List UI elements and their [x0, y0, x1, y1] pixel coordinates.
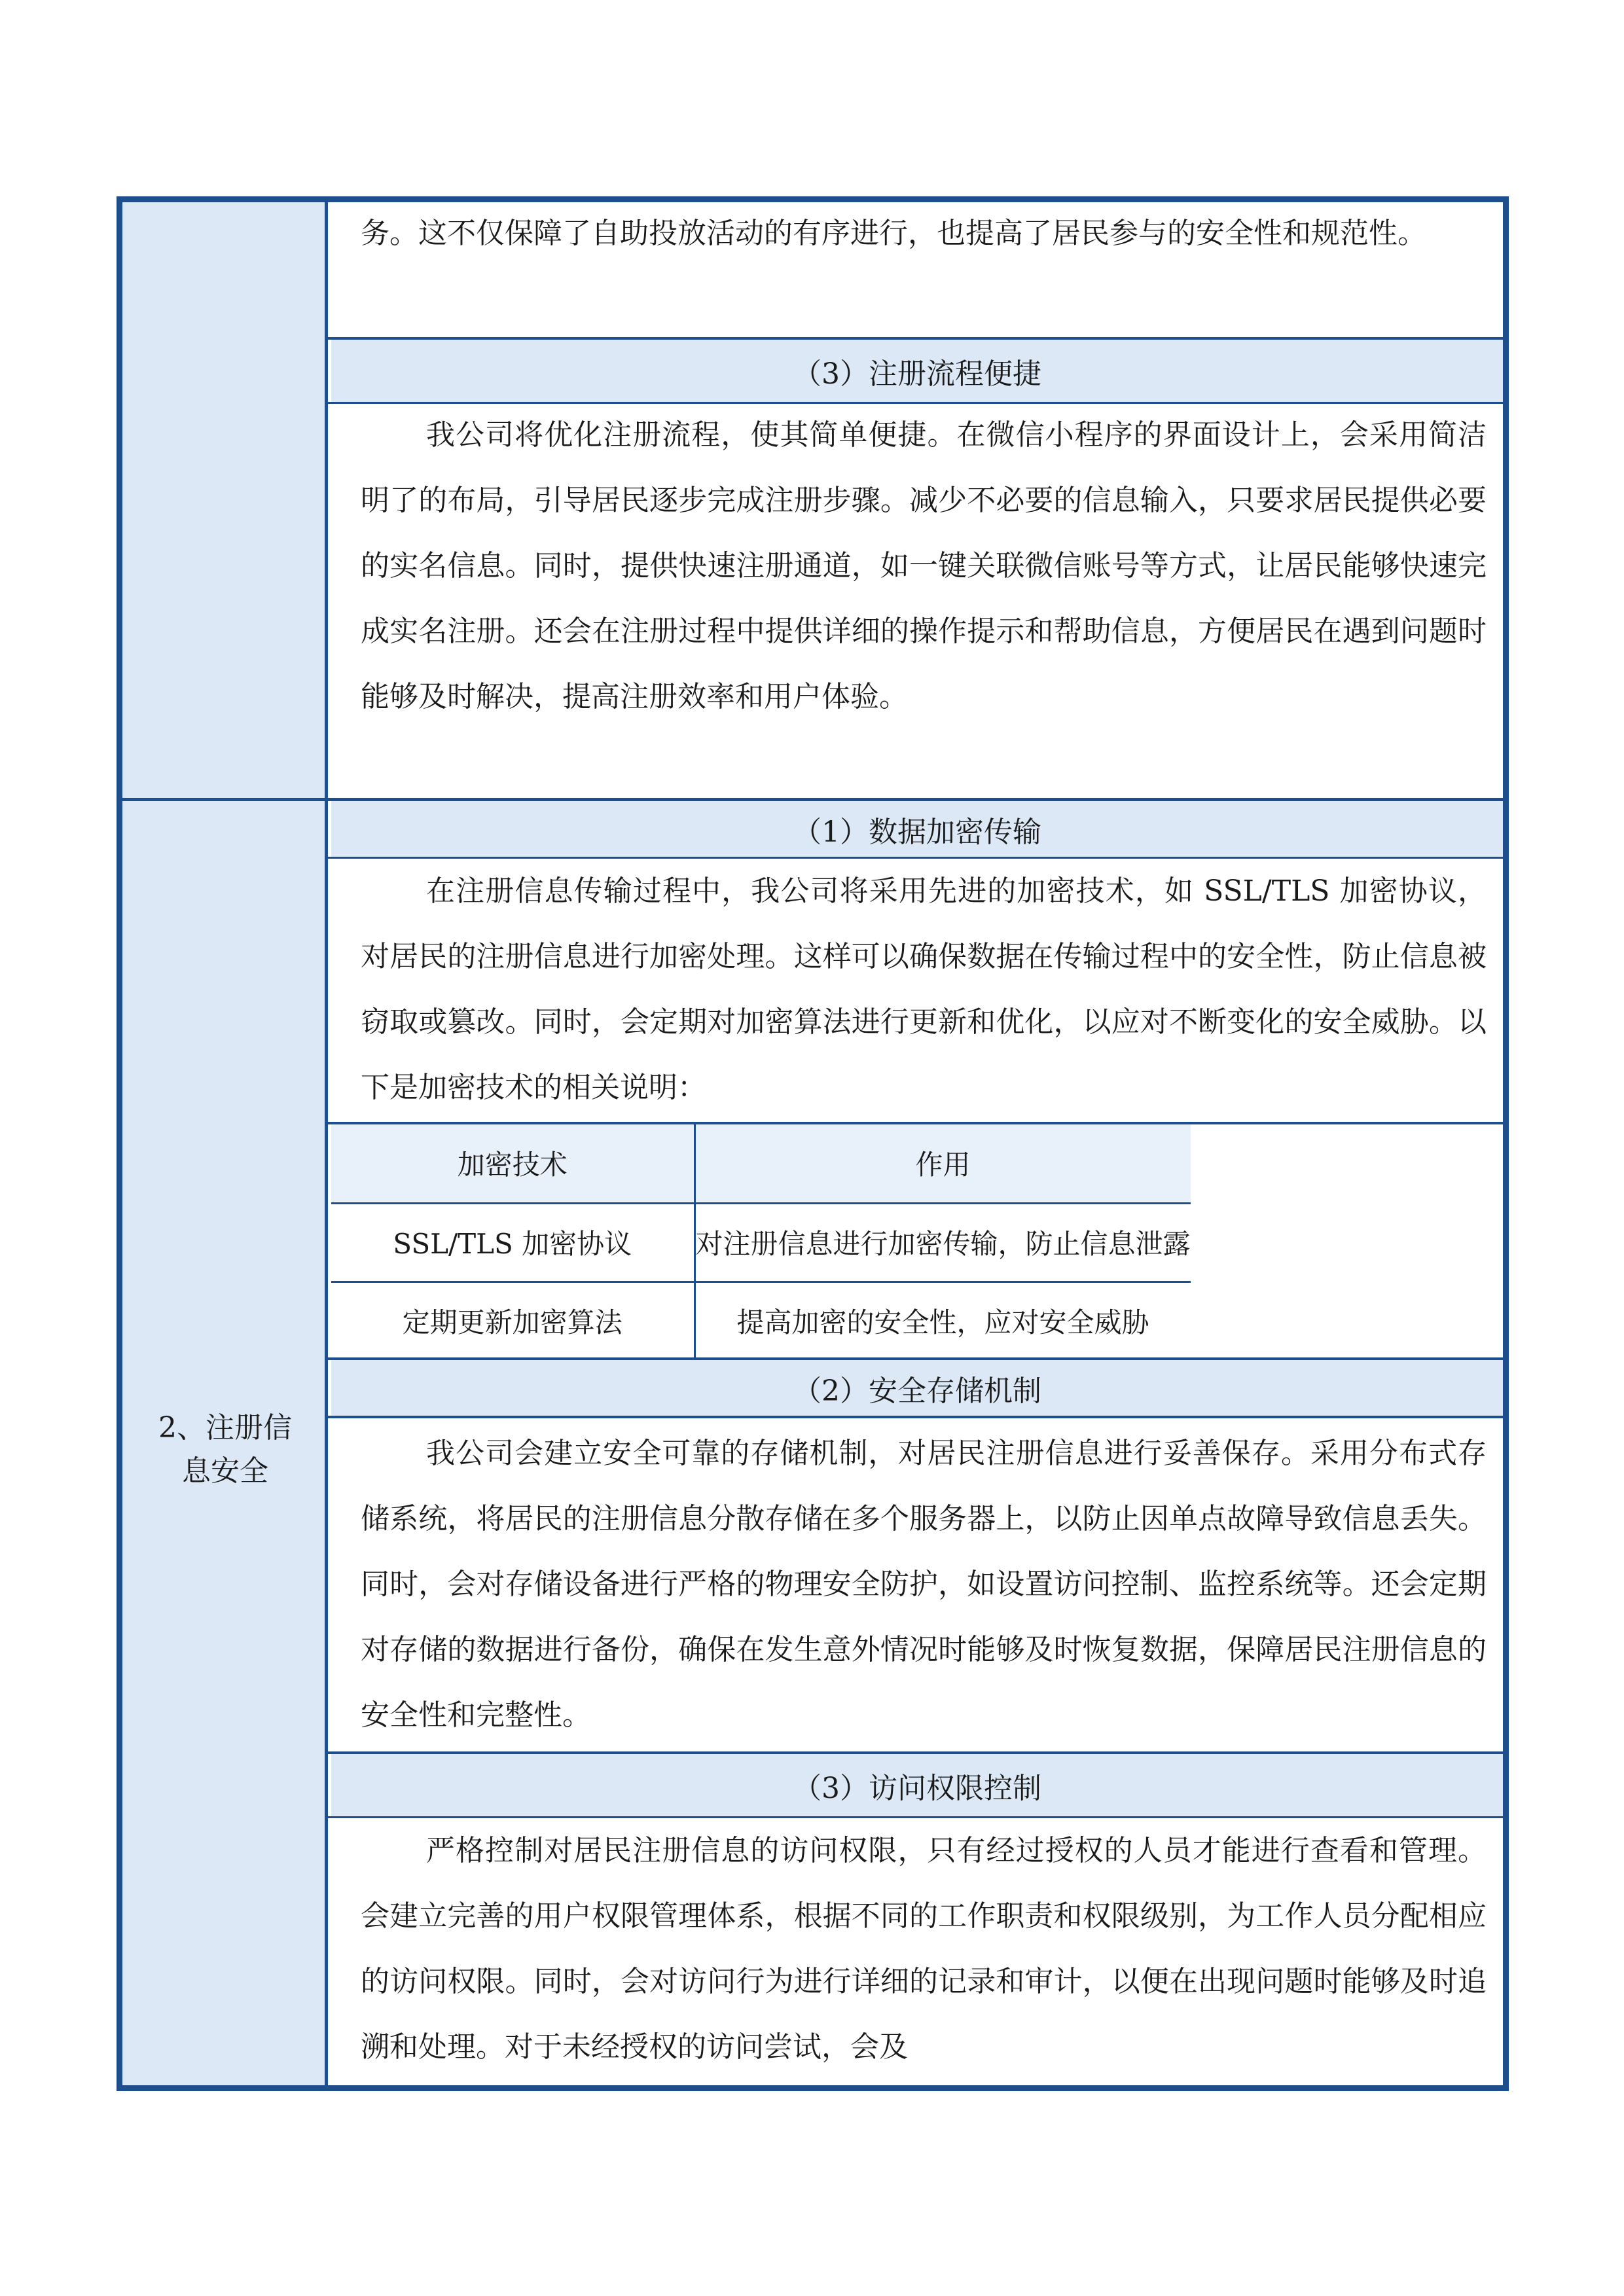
section1-top-paragraph: 务。这不仅保障了自助投放活动的有序进行，也提高了居民参与的安全性和规范性。	[361, 217, 1426, 250]
left-column	[122, 202, 328, 2085]
table-cell: 对注册信息进行加密传输，防止信息泄露	[695, 1203, 1191, 1282]
encryption-table	[331, 1124, 1191, 1361]
section2-label	[122, 1407, 328, 1493]
table-cell: 定期更新加密算法	[331, 1282, 695, 1360]
table-row	[331, 1203, 1191, 1282]
section2-sub2-title: （2）安全存储机制	[331, 1360, 1503, 1416]
document-table	[117, 196, 1509, 2091]
section1-sub3-text: 我公司将优化注册流程，使其简单便捷。在微信小程序的界面设计上，会采用简洁明了的布局，引导居民逐步完成注册步骤。减少不必要的信息输入，只要求居民提供必要的实名信息。同时，提供快速注册通道，如一键关联微信账号等方式，让居民能够快速完成实名注册。还会在注册过程中提供详细的操作提示和帮助信息，方便居民在遇到问题时能够及时解决，提高注册效率和用户体验。	[361, 418, 1487, 713]
table-header-tech: 加密技术	[331, 1124, 695, 1203]
table-header-row	[331, 1124, 1191, 1203]
section2-label-line2: 息安全	[182, 1454, 268, 1488]
section2-sub3-text: 严格控制对居民注册信息的访问权限，只有经过授权的人员才能进行查看和管理。会建立完善的用户权限管理体系，根据不同的工作职责和权限级别，为工作人员分配相应的访问权限。同时，会对访问行为进行详细的记录和审计，以便在出现问题时能够及时追溯和处理。对于未经授权的访问尝试，会及	[361, 1834, 1487, 2064]
section1-sub3-title: （3）注册流程便捷	[331, 340, 1503, 402]
table-header-effect: 作用	[695, 1124, 1191, 1203]
divider	[328, 1416, 1503, 1418]
section2-sub3-title: （3）访问权限控制	[331, 1754, 1503, 1816]
table-cell: SSL/TLS 加密协议	[331, 1203, 695, 1282]
section2-label-line1: 2、注册信	[158, 1411, 292, 1444]
section2-sub1-text: 在注册信息传输过程中，我公司将采用先进的加密技术，如 SSL/TLS 加密协议，对居民的注册信息进行加密处理。这样可以确保数据在传输过程中的安全性，防止信息被窃取或篡改。同时，会定期对加密算法进行更新和优化，以应对不断变化的安全威胁。以下是加密技术的相关说明：	[361, 874, 1487, 1104]
table-cell: 提高加密的安全性，应对安全威胁	[695, 1282, 1191, 1360]
section2-sub2-text: 我公司会建立安全可靠的存储机制，对居民注册信息进行妥善保存。采用分布式存储系统，将居民的注册信息分散存储在多个服务器上，以防止因单点故障导致信息丢失。同时，会对存储设备进行严格的物理安全防护，如设置访问控制、监控系统等。还会定期对存储的数据进行备份，确保在发生意外情况时能够及时恢复数据，保障居民注册信息的安全性和完整性。	[361, 1437, 1487, 1732]
table-row	[331, 1282, 1191, 1360]
section2-sub1-title: （1）数据加密传输	[331, 801, 1503, 857]
